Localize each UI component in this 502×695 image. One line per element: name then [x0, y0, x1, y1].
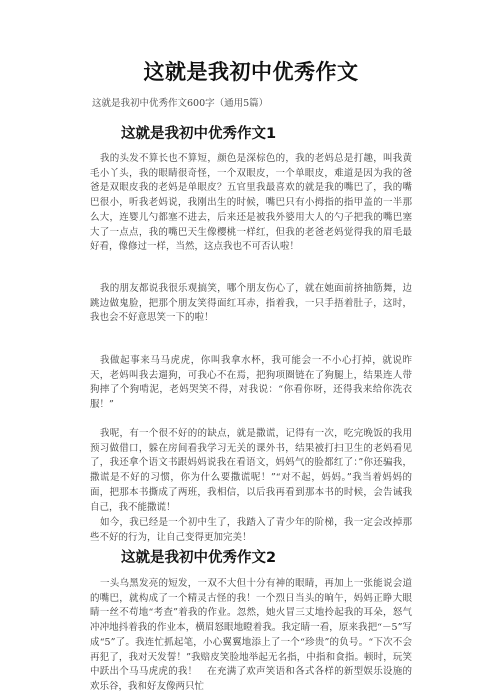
- section-heading-2: 这就是我初中优秀作文2: [121, 550, 277, 566]
- paragraph: 我的朋友都说我很乐观搞笑，哪个朋友伤心了，就在她面前挤抽筋舞，边跳边做鬼脸，把那个朋友笑得面红耳赤，指着我，一只手捂着肚子，这时，我也会不好意思笑一下的啦！: [90, 283, 412, 324]
- paragraph: 如今，我已经是一个初中生了，我踏入了青少年的阶梯，我一定会改掉那些不好的行为，让自己变得更加完美！: [90, 517, 412, 543]
- paragraph: 我呢，有一个很不好的的缺点，就是撒谎，记得有一次，吃完晚饭的我用预习做借口，躲在房间看我学习无关的课外书，结果被打扫卫生的老妈看见了，我还拿个语文书跟妈妈说我在看语文，妈妈气的脸都红了：”你还骗我，撒谎是不好的习惯，你为什么要撒谎呢！”“对不起，妈妈。”我当着妈妈的面，把那本书撕成了两班，我相信，以后我再看到那本书的时候，会告诫我自己，我不能撒谎！: [90, 428, 412, 513]
- paragraph: 我的头发不算长也不算短，颜色是深棕色的，我的老妈总是打趣，叫我黄毛小丫头，我的眼睛很奇怪，一个双眼皮，一个单眼皮，难道是因为我的爸爸是双眼皮我的老妈是单眼皮？五官里我最喜欢的就是我的嘴巴了，我的嘴巴很小，听我老妈说，我刚出生的时候，嘴巴只有小拇指的指甲盖的一半那么大，连婴儿勺都塞不进去，后来还是被我外婆用大人的勺子把我的嘴巴塞大了一点点，我的嘴巴天生像樱桃一样红，但我的老爸老妈觉得我的眉毛最好看，像修过一样，当然，这点我也不可否认啦！: [90, 153, 412, 253]
- document-subtitle: 这就是我初中优秀作文600字（通用5篇）: [92, 98, 269, 109]
- page-title: 这就是我初中优秀作文: [143, 60, 359, 84]
- paragraph: 我做起事来马马虎虎，你叫我拿水杯，我可能会一不小心打掉，就说昨天，老妈叫我去遛狗，可我心不在焉，把狗项圈链在了狗腿上，结果连人带狗摔了个狗啃泥，老妈哭笑不得，对我说：“你看你呀，还得我来给你洗衣服！”: [90, 355, 412, 411]
- section-heading-1: 这就是我初中优秀作文1: [121, 126, 277, 142]
- paragraph: 一头乌黑发亮的短发，一双不大但十分有神的眼睛，再加上一张能说会道的嘴巴，就构成了一个精灵古怪的我！一个烈日当头的晌午，妈妈正睁大眼睛一丝不苟地“考查”着我的作业。忽然，她火冒三丈地拎起我的耳朵，怒气冲冲地抖着我的作业本，横眉怒眼地瞪着我。我定睛一看，原来我把“－5”写成“5”了。我连忙抓起笔，小心翼翼地添上了一个“珍贵”的负号。“下次不会再犯了，我对天发誓！”我赔皮笑脸地举起无名指，中指和食指。顿时，玩笑中跃出个马马虎虎的我！ 在充满了欢声笑语和各式各样的新型娱乐设施的欢乐谷，我和好友像两只忙: [90, 578, 412, 692]
